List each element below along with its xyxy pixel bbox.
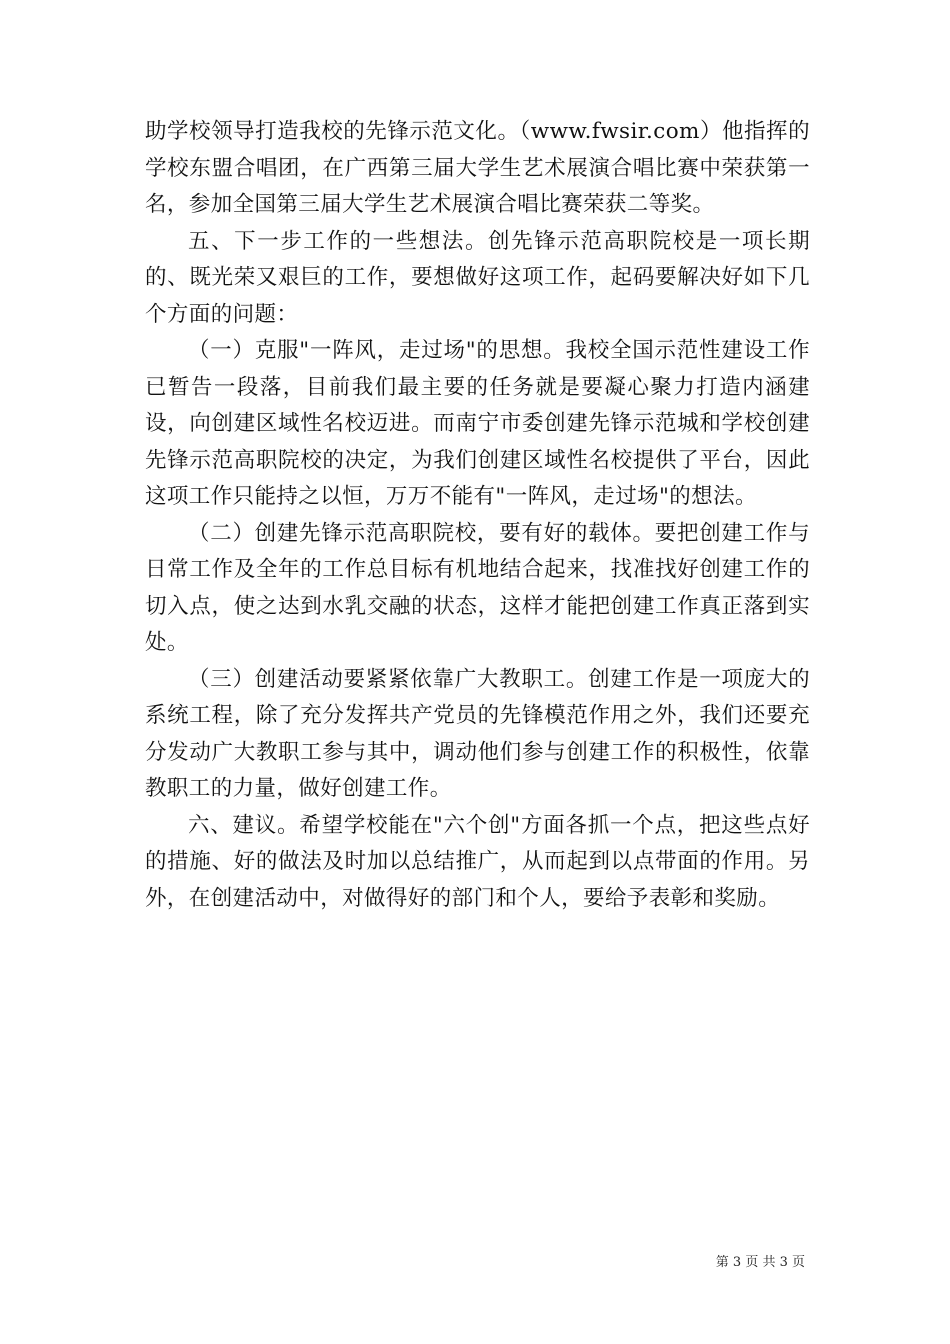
paragraph-item-one: （一）克服"一阵风，走过场"的思想。我校全国示范性建设工作已暂告一段落，目前我们最主要的任务就是要凝心聚力打造内涵建设，向创建区域性名校迈进。而南宁市委创建先锋示范城和学校创建先锋示范高职院校的决定，为我们创建区域性名校提供了平台，因此这项工作只能持之以恒，万万不能有"一阵风，走过场"的想法。 — [145, 338, 810, 509]
paragraph-item-two: （二）创建先锋示范高职院校，要有好的载体。要把创建工作与日常工作及全年的工作总目标有机地结合起来，找准找好创建工作的切入点，使之达到水乳交融的状态，这样才能把创建工作真正落到实处。 — [145, 520, 810, 655]
paragraph-section-six: 六、建议。希望学校能在"六个创"方面各抓一个点，把这些点好的措施、好的做法及时加以总结推广，从而起到以点带面的作用。另外，在创建活动中，对做得好的部门和个人，要给予表彰和奖励。 — [145, 812, 810, 911]
page-number: 第 3 页 共 3 页 — [715, 1255, 805, 1270]
paragraph-section-five: 五、下一步工作的一些想法。创先锋示范高职院校是一项长期的、既光荣又艰巨的工作，要想做好这项工作，起码要解决好如下几个方面的问题： — [145, 228, 810, 327]
paragraph-continuation: 助学校领导打造我校的先锋示范文化。（www.fwsir.com）他指挥的学校东盟合唱团，在广西第三届大学生艺术展演合唱比赛中荣获第一名，参加全国第三届大学生艺术展演合唱比赛荣获二等奖。 — [145, 119, 810, 217]
paragraph-item-three: （三）创建活动要紧紧依靠广大教职工。创建工作是一项庞大的系统工程，除了充分发挥共产党员的先锋模范作用之外，我们还要充分发动广大教职工参与其中，调动他们参与创建工作的积极性，依靠教职工的力量，做好创建工作。 — [145, 666, 810, 801]
document-body — [145, 114, 810, 917]
